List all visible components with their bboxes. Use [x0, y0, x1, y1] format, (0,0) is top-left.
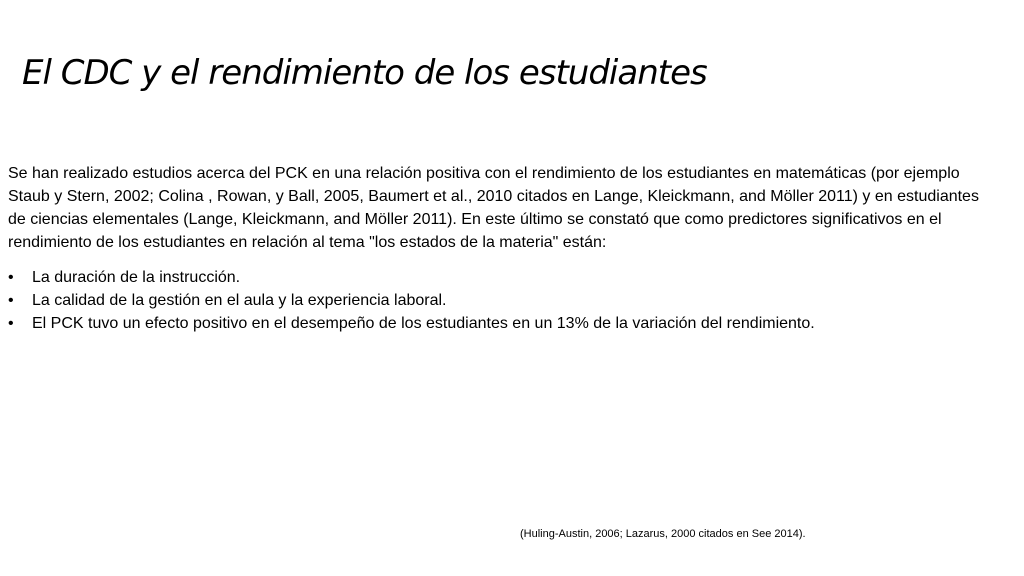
slide-body [8, 162, 998, 335]
bullet-item [8, 266, 998, 289]
bullet-list [8, 266, 998, 335]
slide-title: El CDC y el rendimiento de los estudiantes [22, 53, 707, 93]
citation: (Huling-Austin, 2006; Lazarus, 2000 citados en See 2014). [520, 528, 806, 540]
intro-paragraph: Se han realizado estudios acerca del PCK en una relación positiva con el rendimiento de los estudiantes en matemáticas (por ejemplo Staub y Stern, 2002; Colina , Rowan, y Ball, 2005, Baumert et al., 2010 citados en Lange, Kleickmann, and Möller 2011) y en estudiantes de ciencias elementales (Lange, Kleickmann, and Möller 2011). En este último se constató que como predictores significativos en el rendimiento de los estudiantes en relación al tema "los estados de la materia" están: [8, 165, 979, 251]
bullet-text: El PCK tuvo un efecto positivo en el desempeño de los estudiantes en un 13% de la variación del rendimiento. [32, 315, 815, 332]
bullet-icon: • [8, 292, 14, 309]
bullet-item [8, 312, 998, 335]
bullet-icon: • [8, 315, 14, 332]
bullet-item [8, 289, 998, 312]
bullet-icon: • [8, 269, 14, 286]
bullet-text: La calidad de la gestión en el aula y la experiencia laboral. [32, 292, 447, 309]
bullet-text: La duración de la instrucción. [32, 269, 241, 286]
